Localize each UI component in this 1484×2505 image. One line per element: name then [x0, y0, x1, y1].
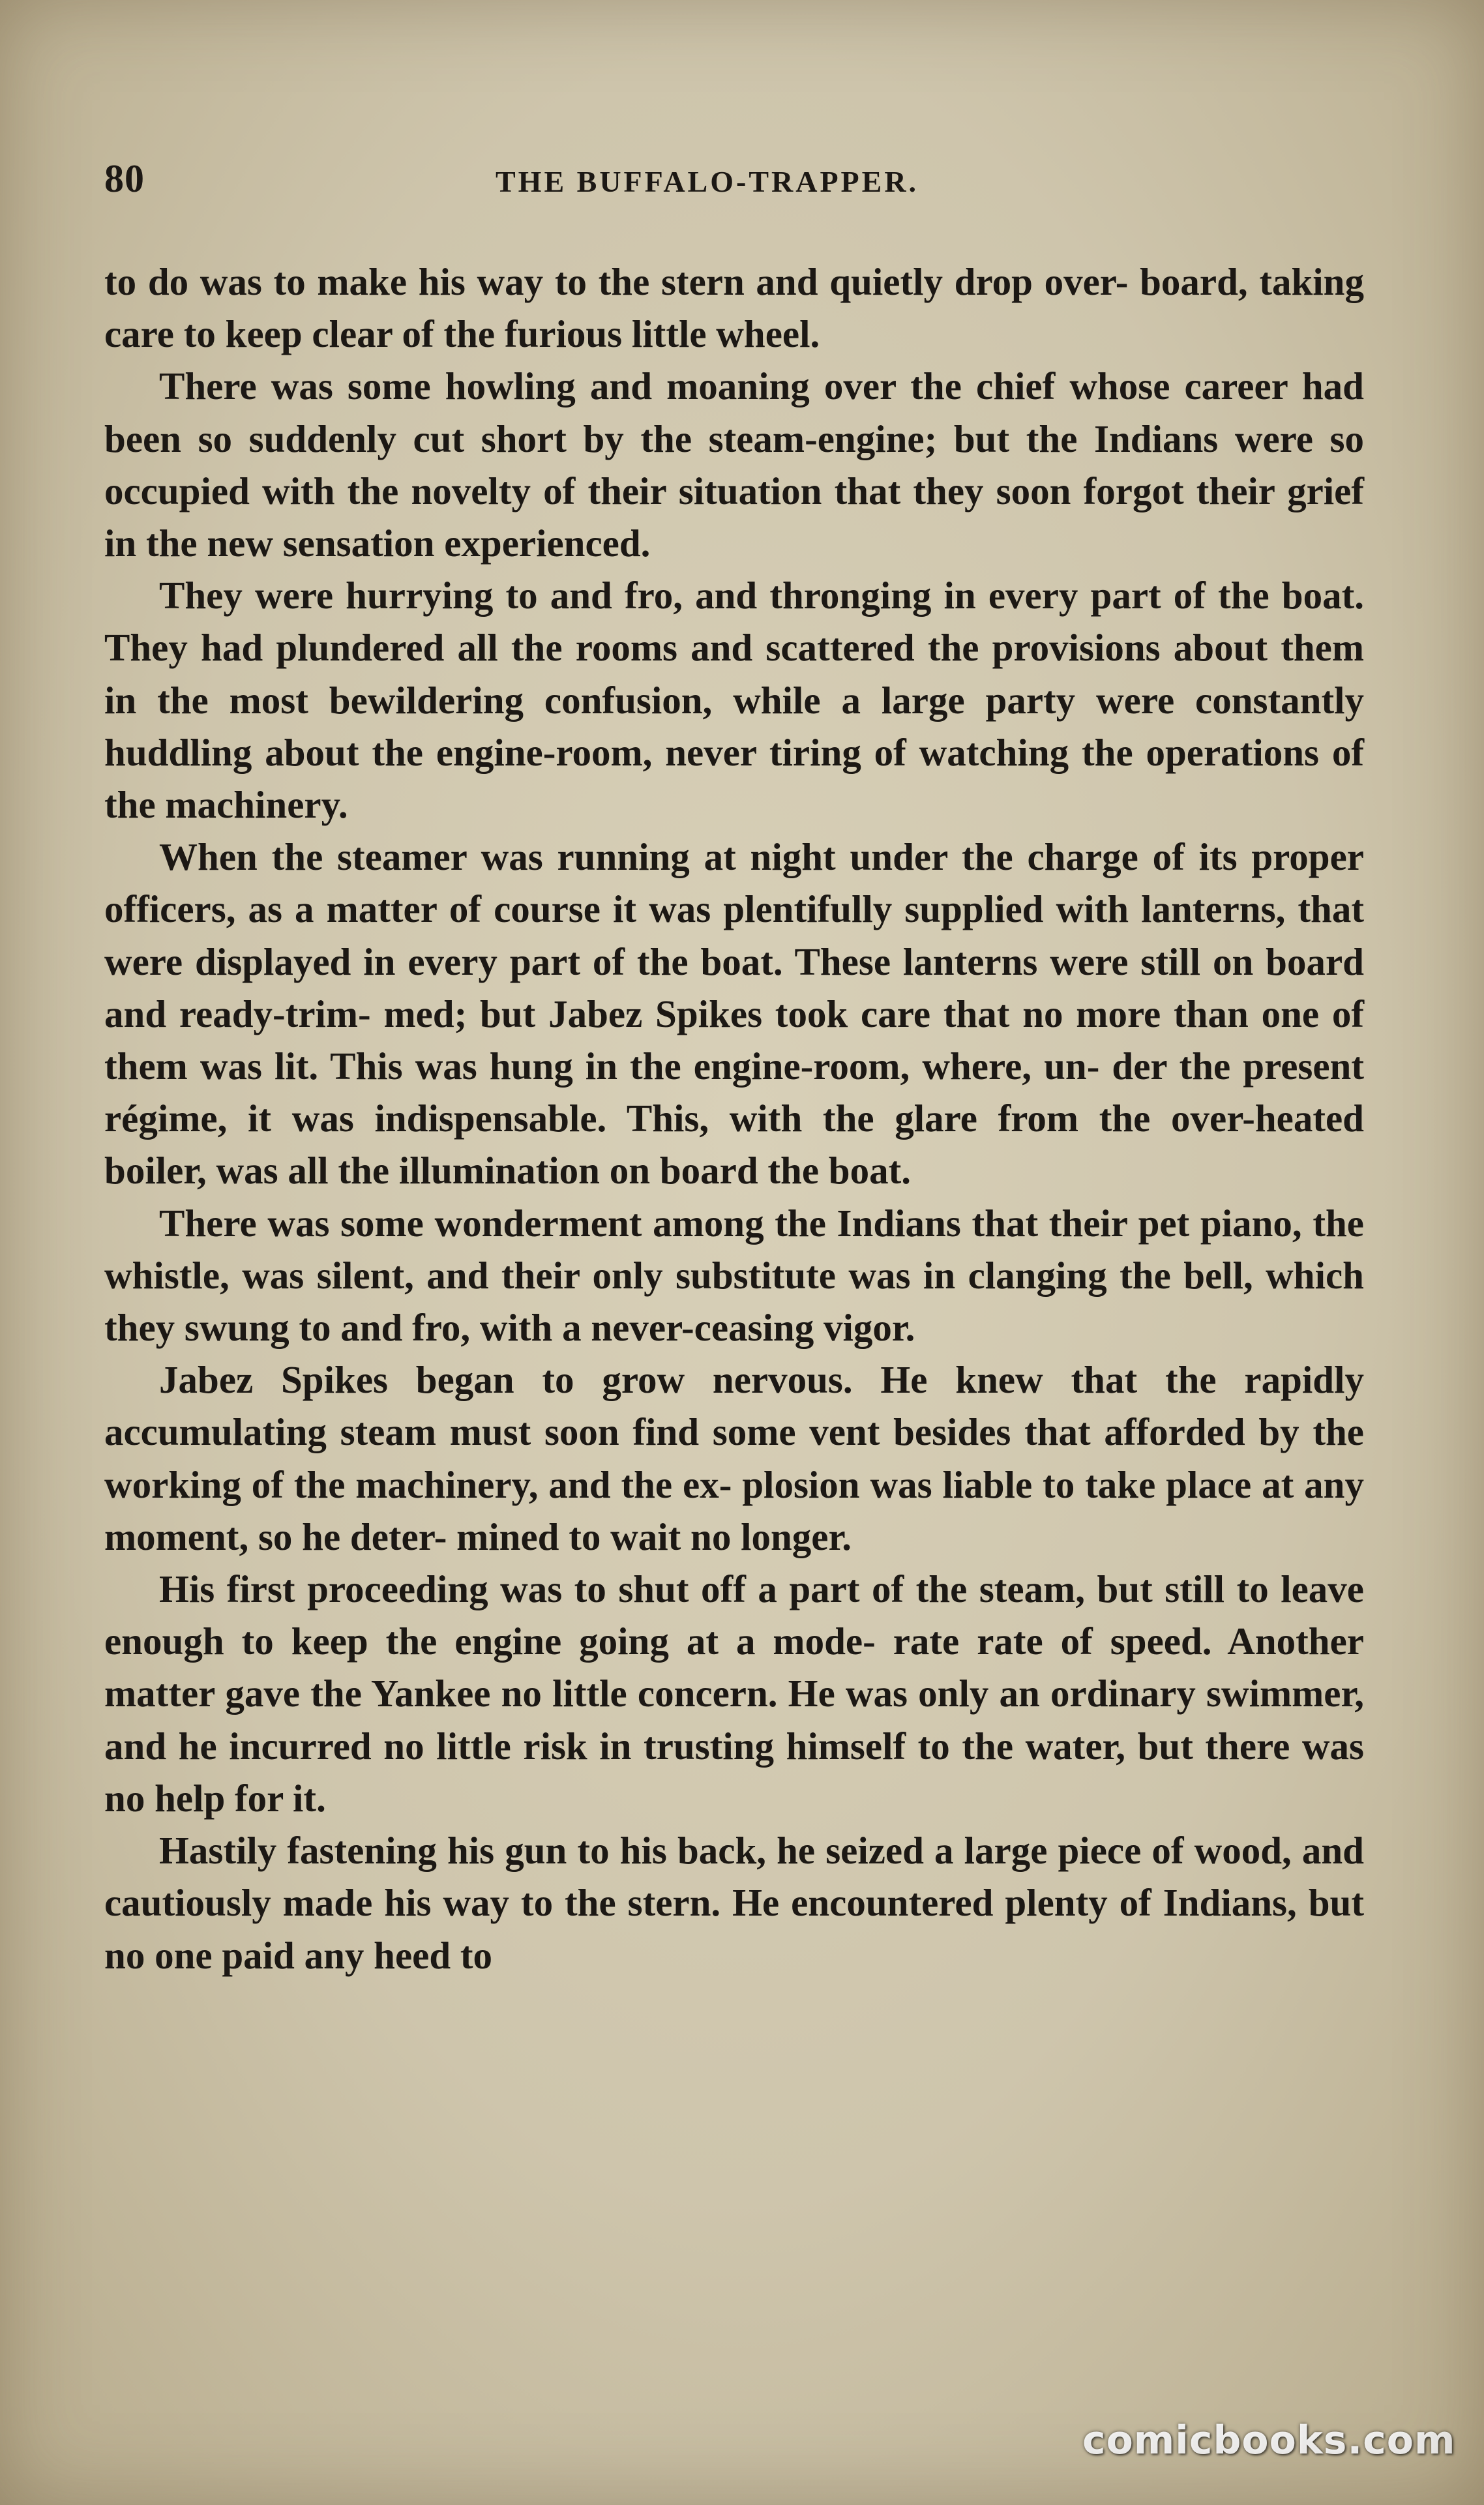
paragraph: Jabez Spikes began to grow nervous. He knew that the rapidly accumulating steam must soon find some vent besides that afforded by the working of the machinery, and the ex- plosion was liable to take place at any moment, so he deter- mined to wait no longer. [104, 1358, 1364, 1558]
paragraph: When the steamer was running at night under the charge of its proper officers, as a matter of course it was plentifully supplied with lanterns, that were displayed in every part of the boat. These lanterns were still on board and ready-trim- med; but Jabez Spikes took care that no more than one of them was lit. This was hung in the engine-room, where, un- der the present régime, it was indispensable. This, with the glare from the over-heated boiler, was all the illumination on board the boat. [104, 835, 1364, 1193]
paragraph: There was some howling and moaning over the chief whose career had been so suddenly cut short by the steam-engine; but the Indians were so occupied with the novelty of their situation that they soon forgot their grief in the new sensation experienced. [104, 364, 1364, 565]
paragraph: There was some wonderment among the Indians that their pet piano, the whistle, was silent, and their only substitute was in clanging the bell, which they swung to and fro, with a never-ceasing vigor. [104, 1201, 1364, 1350]
body-text [104, 256, 1364, 1981]
page-number: 80 [104, 157, 145, 200]
watermark-logo: comicbooks.com [1082, 2418, 1456, 2463]
paragraph: Hastily fastening his gun to his back, he seized a large piece of wood, and cautiously made his way to the stern. He encountered plenty of Indians, but no one paid any heed to [104, 1829, 1364, 1977]
paragraph: to do was to make his way to the stern and quietly drop over- board, taking care to keep clear of the furious little wheel. [104, 260, 1364, 356]
running-head [104, 150, 1369, 209]
running-title: THE BUFFALO-TRAPPER. [496, 165, 919, 198]
paragraph: They were hurrying to and fro, and thronging in every part of the boat. They had plundered all the rooms and scattered the provisions about them in the most bewildering confusion, while a large party were constantly huddling about the engine-room, never tiring of watching the operations of the machinery. [104, 574, 1364, 827]
paragraph: His first proceeding was to shut off a part of the steam, but still to leave enough to keep the engine going at a mode- rate rate of speed. Another matter gave the Yankee no little concern. He was only an ordinary swimmer, and he incurred no little risk in trusting himself to the water, but there was no help for it. [104, 1567, 1364, 1820]
